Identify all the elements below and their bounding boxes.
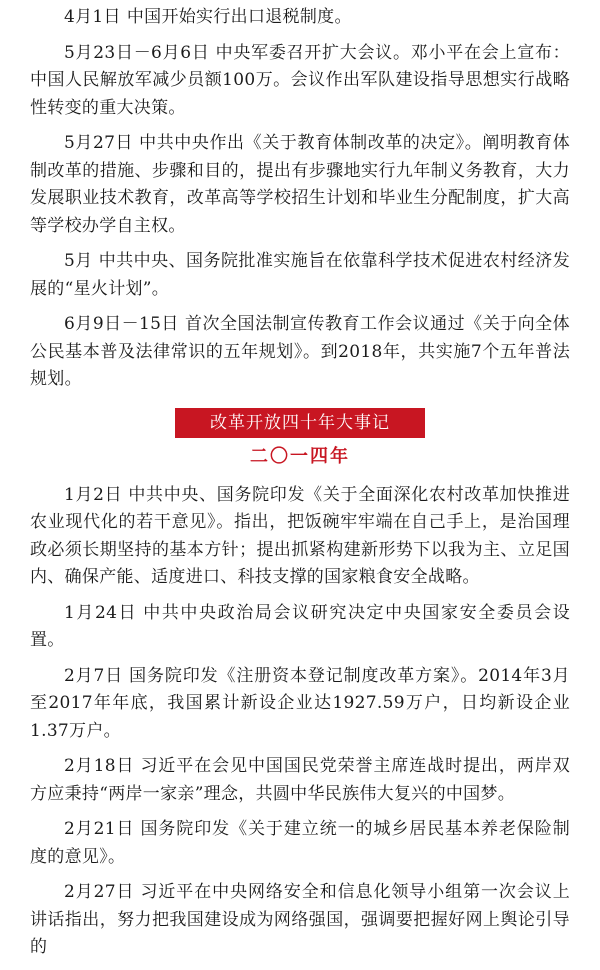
event-text: 中共中央政治局会议研究决定中央国家安全委员会设置。 (30, 602, 570, 650)
event-text: 中共中央、国务院批准实施旨在依靠科学技术促进农村经济发展的“星火计划”。 (30, 251, 570, 299)
event-text: 国务院印发《关于建立统一的城乡居民基本养老保险制度的意见》。 (30, 819, 571, 867)
section-banner: 改革开放四十年大事记 (175, 408, 425, 438)
event-date: 2月18日 (64, 756, 135, 776)
event-date: 5月27日 (64, 133, 134, 153)
event-text: 习近平在中央网络安全和信息化领导小组第一次会议上讲话指出，努力把我国建设成为网络强国，强调要把握好网上舆论引导的 (30, 882, 571, 957)
event-text: 中共中央、国务院印发《关于全面深化农村改革加快推进农业现代化的若干意见》。指出，把饭碗牢牢端在自己手上，是治国理政必须长期坚持的基本方针；提出抓紧构建新形势下以我为主、立足国内、确保产能、适度进口、科技支撑的国家粮食安全战略。 (30, 484, 570, 587)
event-date: 2月7日 (64, 665, 124, 686)
event-text: 首次全国法制宣传教育工作会议通过《关于向全体公民基本普及法律常识的五年规划》。到2018年，共实施7个五年普法规划。 (30, 314, 570, 389)
event-date: 5月23日－6月6日 (64, 42, 210, 63)
event-entry (30, 40, 570, 123)
event-date: 1月24日 (64, 602, 138, 623)
event-entry (30, 879, 570, 962)
year-heading: 二〇一四年 (250, 445, 350, 467)
event-entry (30, 130, 570, 240)
document-page (30, 4, 570, 970)
event-entry (30, 311, 570, 394)
event-date: 2月21日 (64, 819, 135, 839)
event-entry (30, 600, 570, 655)
event-entry (30, 4, 570, 32)
event-date: 6月9日－15日 (64, 314, 179, 334)
event-date: 4月1日 (64, 7, 121, 27)
event-entry (30, 663, 570, 746)
event-text: 国务院印发《注册资本登记制度改革方案》。2014年3月至2017年年底，我国累计新设企业达1927.59万户，日均新设企业1.37万户。 (30, 665, 570, 741)
event-text: 中央军委召开扩大会议。邓小平在会上宣布：中国人民解放军减少员额100万。会议作出军队建设指导思想实行战略性转变的重大决策。 (30, 42, 570, 118)
event-text: 中共中央作出《关于教育体制改革的决定》。阐明教育体制改革的措施、步骤和目的，提出有步骤地实行九年制义务教育，大力发展职业技术教育，改革高等学校招生计划和毕业生分配制度，扩大高等学校办学自主权。 (30, 133, 571, 236)
event-entry (30, 482, 570, 592)
event-date: 5月 (64, 251, 93, 271)
event-entry (30, 248, 570, 303)
event-entry (30, 816, 570, 871)
event-text: 中国开始实行出口退税制度。 (126, 7, 352, 27)
event-text: 习近平在会见中国国民党荣誉主席连战时提出，两岸双方应秉持“两岸一家亲”理念，共圆中华民族伟大复兴的中国梦。 (30, 756, 571, 804)
event-date: 1月2日 (64, 484, 123, 505)
event-date: 2月27日 (64, 882, 135, 902)
event-entry (30, 753, 570, 808)
